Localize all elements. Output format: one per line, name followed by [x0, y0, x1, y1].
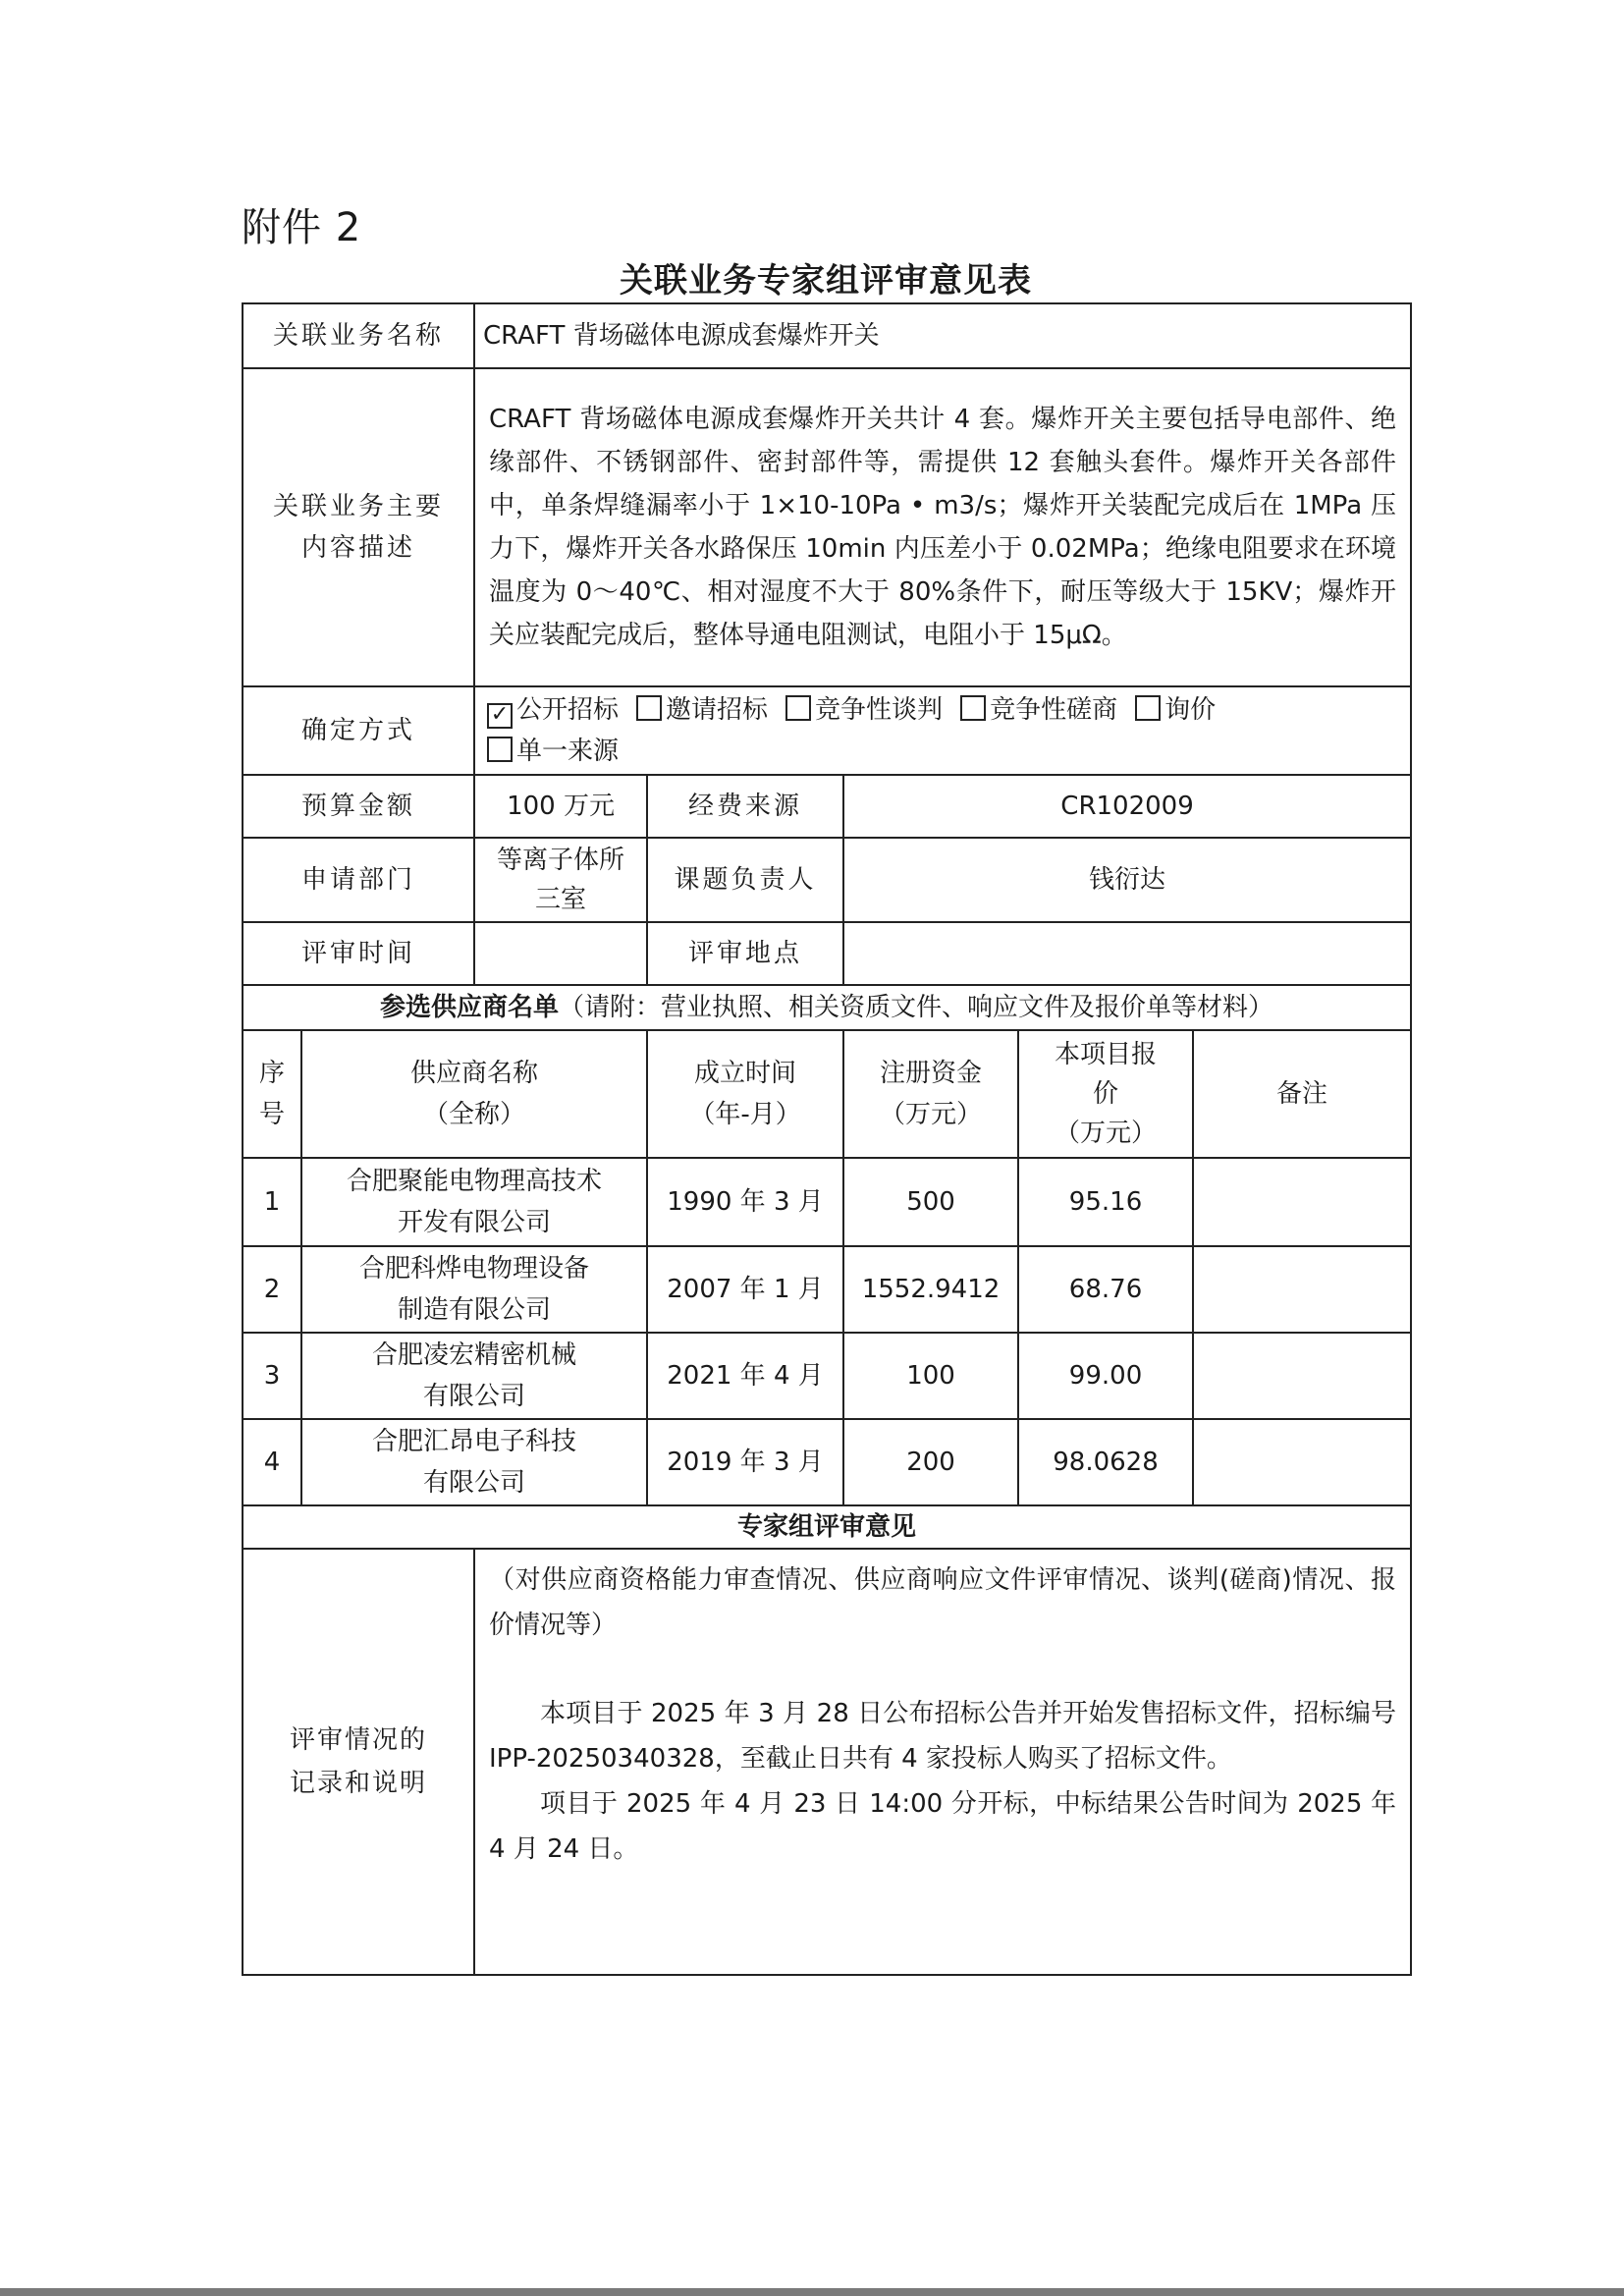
business-desc-value: CRAFT 背场磁体电源成套爆炸开关共计 4 套。爆炸开关主要包括导电部件、绝缘部件、不锈钢部件、密封部件等，需提供 12 套触头套件。爆炸开关各部件中，单条焊缝漏率小于 1×10-10Pa • m3/s；爆炸开关装配完成后在 1MPa 压力下，爆炸开关各水路保压 10min 内压差小于 0.02MPa；绝缘电阻要求在环境温度为 0～40℃、相对湿度不大于 80%条件下，耐压等级大于 15KV；爆炸开关应装配完成后，整体导通电阻测试，电阻小于 15μΩ。 [474, 368, 1411, 686]
table-row [243, 1158, 1411, 1246]
form-title: 关联业务专家组评审意见表 [620, 261, 1032, 301]
supplier-founded: 2021 年 4 月 [647, 1333, 843, 1419]
business-name-value: CRAFT 背场磁体电源成套爆炸开关 [474, 303, 1411, 368]
supplier-capital: 1552.9412 [843, 1246, 1018, 1333]
method-row [243, 686, 1411, 775]
checkbox-icon[interactable] [785, 695, 811, 721]
col-header-supplier-name: 供应商名称 （全称） [301, 1030, 647, 1158]
col-header-quote: 本项目报 价 （万元） [1018, 1030, 1193, 1158]
supplier-capital: 200 [843, 1419, 1018, 1505]
fund-source-label: 经费来源 [647, 775, 843, 838]
method-option-competitive-negotiation[interactable]: 竞争性谈判 [785, 689, 943, 731]
expert-review-label: 评审情况的 记录和说明 [243, 1549, 474, 1975]
review-place-label: 评审地点 [647, 922, 843, 985]
table-row [243, 1246, 1411, 1333]
supplier-name: 合肥汇昂电子科技 有限公司 [301, 1419, 647, 1505]
supplier-name: 合肥聚能电物理高技术 开发有限公司 [301, 1158, 647, 1246]
expert-section-header [243, 1505, 1411, 1549]
business-desc-label: 关联业务主要内容描述 [243, 368, 474, 686]
table-row [243, 1419, 1411, 1505]
fund-source-value: CR102009 [843, 775, 1411, 838]
method-label: 确定方式 [243, 686, 474, 775]
supplier-no: 2 [243, 1246, 301, 1333]
supplier-remark [1193, 1333, 1411, 1419]
attachment-label: 附件 2 [242, 205, 362, 250]
method-option-competitive-consultation[interactable]: 竞争性磋商 [960, 689, 1117, 731]
business-name-row [243, 303, 1411, 368]
col-header-capital: 注册资金 （万元） [843, 1030, 1018, 1158]
method-option-open-tender[interactable]: ✓ 公开招标 [487, 689, 619, 731]
supplier-no: 4 [243, 1419, 301, 1505]
supplier-quote: 98.0628 [1018, 1419, 1193, 1505]
supplier-quote: 68.76 [1018, 1246, 1193, 1333]
department-value: 等离子体所 三室 [474, 838, 647, 922]
supplier-name: 合肥科烨电物理设备 制造有限公司 [301, 1246, 647, 1333]
col-header-remark: 备注 [1193, 1030, 1411, 1158]
budget-row [243, 775, 1411, 838]
supplier-header-row [243, 1030, 1411, 1158]
review-place-value[interactable] [843, 922, 1411, 985]
supplier-section-note: （请附：营业执照、相关资质文件、响应文件及报价单等材料） [559, 993, 1274, 1022]
supplier-founded: 2019 年 3 月 [647, 1419, 843, 1505]
supplier-founded: 2007 年 1 月 [647, 1246, 843, 1333]
budget-label: 预算金额 [243, 775, 474, 838]
supplier-no: 3 [243, 1333, 301, 1419]
review-time-row [243, 922, 1411, 985]
expert-review-paragraph-1: 本项目于 2025 年 3 月 28 日公布招标公告并开始发售招标文件，招标编号 IPP-20250340328，至截止日共有 4 家投标人购买了招标文件。 [489, 1699, 1397, 1774]
supplier-no: 1 [243, 1158, 301, 1246]
supplier-capital: 500 [843, 1158, 1018, 1246]
business-name-label: 关联业务名称 [243, 303, 474, 368]
expert-section-title: 专家组评审意见 [243, 1505, 1411, 1549]
department-label: 申请部门 [243, 838, 474, 922]
method-option-single-source[interactable]: 单一来源 [487, 731, 619, 772]
expert-review-paragraph-2: 项目于 2025 年 4 月 23 日 14:00 分开标，中标结果公告时间为 2025 年 4 月 24 日。 [489, 1789, 1397, 1864]
expert-review-intro: （对供应商资格能力审查情况、供应商响应文件评审情况、谈判(磋商)情况、报价情况等） [489, 1565, 1397, 1640]
review-time-value[interactable] [474, 922, 647, 985]
col-header-no: 序 号 [243, 1030, 301, 1158]
supplier-remark [1193, 1246, 1411, 1333]
supplier-founded: 1990 年 3 月 [647, 1158, 843, 1246]
project-leader-value: 钱衍达 [843, 838, 1411, 922]
review-form-table [242, 302, 1412, 1976]
budget-value: 100 万元 [474, 775, 647, 838]
supplier-section-header [243, 985, 1411, 1030]
supplier-name: 合肥凌宏精密机械 有限公司 [301, 1333, 647, 1419]
checkbox-checked-icon[interactable]: ✓ [487, 703, 513, 729]
method-option-inquiry[interactable]: 询价 [1135, 689, 1216, 731]
project-leader-label: 课题负责人 [647, 838, 843, 922]
method-options [474, 686, 1411, 775]
review-time-label: 评审时间 [243, 922, 474, 985]
supplier-quote: 99.00 [1018, 1333, 1193, 1419]
method-option-invited-tender[interactable]: 邀请招标 [636, 689, 768, 731]
expert-review-row [243, 1549, 1411, 1975]
expert-review-content [474, 1549, 1411, 1975]
scan-edge [0, 2288, 1624, 2296]
supplier-remark [1193, 1419, 1411, 1505]
checkbox-icon[interactable] [487, 737, 513, 762]
checkbox-icon[interactable] [636, 695, 662, 721]
checkbox-icon[interactable] [1135, 695, 1161, 721]
supplier-capital: 100 [843, 1333, 1018, 1419]
supplier-remark [1193, 1158, 1411, 1246]
col-header-founded: 成立时间 （年-月） [647, 1030, 843, 1158]
business-desc-row [243, 368, 1411, 686]
department-row [243, 838, 1411, 922]
supplier-section-title: 参选供应商名单（请附：营业执照、相关资质文件、响应文件及报价单等材料） [243, 985, 1411, 1030]
supplier-quote: 95.16 [1018, 1158, 1193, 1246]
checkbox-icon[interactable] [960, 695, 986, 721]
table-row [243, 1333, 1411, 1419]
